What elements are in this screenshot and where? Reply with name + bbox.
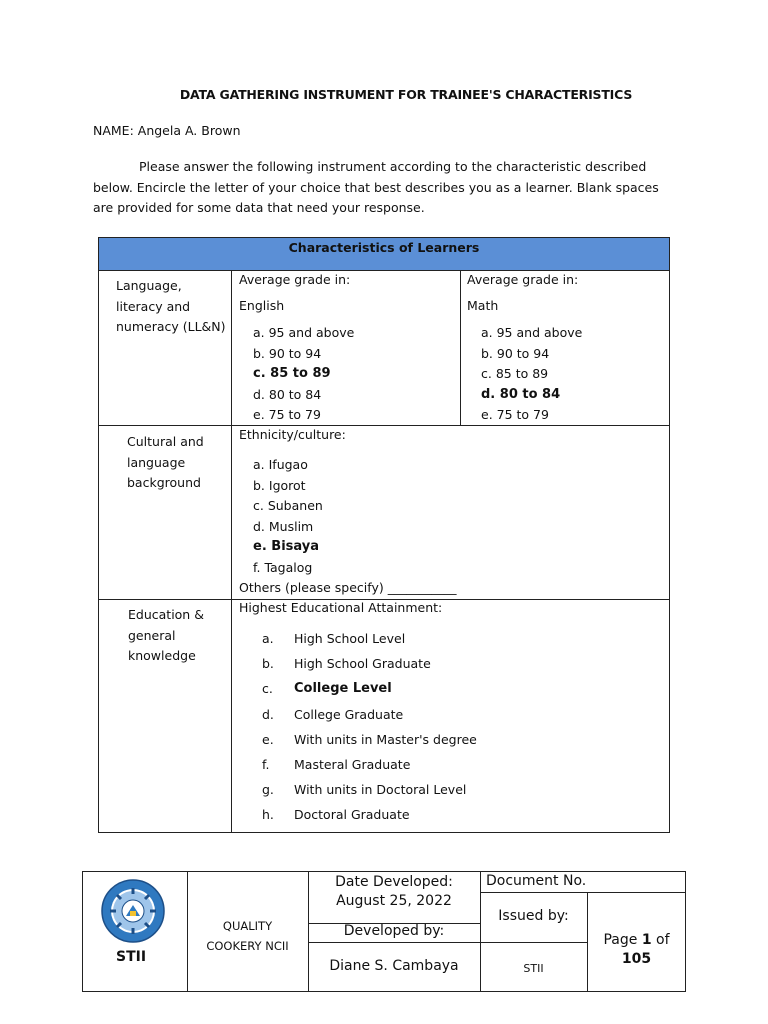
math-option-b[interactable]: b. 90 to 94 — [481, 345, 550, 361]
option-text: With units in Master's degree — [294, 732, 477, 747]
english-option-b[interactable]: b. 90 to 94 — [253, 345, 322, 361]
english-option-d[interactable]: d. 80 to 84 — [253, 386, 322, 402]
english-subject: English — [239, 297, 285, 313]
english-block — [239, 270, 350, 316]
culture-options — [253, 455, 323, 578]
lln-label — [116, 276, 226, 338]
option-letter: f. — [262, 757, 270, 772]
option-text: College Graduate — [294, 707, 404, 722]
culture-option-a[interactable]: a. Ifugao — [253, 457, 308, 472]
footer-org: STII — [116, 949, 147, 965]
option-text: Masteral Graduate — [294, 757, 411, 772]
culture-option-e-selected[interactable]: e. Bisaya — [253, 539, 320, 554]
culture-option-c[interactable]: c. Subanen — [253, 498, 323, 513]
footer-divider — [480, 892, 686, 893]
page-prefix: Page — [603, 932, 638, 948]
english-option-c-selected[interactable]: c. 85 to 89 — [253, 366, 331, 381]
footer-divider — [308, 942, 480, 943]
option-letter: h. — [262, 807, 274, 822]
program-line: QUALITY — [222, 919, 273, 933]
instructions — [93, 157, 668, 219]
footer-doc-no: Document No. — [486, 873, 587, 889]
footer-page-number — [587, 931, 686, 969]
lln-label-line: numeracy (LL&N) — [116, 319, 226, 334]
education-label-line: general — [128, 627, 176, 643]
culture-label — [127, 432, 204, 494]
math-heading: Average grade in: — [467, 272, 579, 287]
culture-option-d[interactable]: d. Muslim — [253, 518, 314, 534]
document-title: DATA GATHERING INSTRUMENT FOR TRAINEE'S CHARACTERISTICS — [179, 87, 633, 102]
math-subject: Math — [467, 297, 499, 313]
footer-developed-label: Developed by: — [343, 923, 445, 939]
date-value: August 25, 2022 — [336, 893, 452, 909]
divider-col2 — [460, 271, 461, 426]
math-option-d-selected[interactable]: d. 80 to 84 — [481, 386, 561, 402]
math-options — [481, 323, 582, 426]
culture-option-b[interactable]: b. Igorot — [253, 477, 306, 493]
math-option-c[interactable]: c. 85 to 89 — [481, 366, 549, 381]
option-text: With units in Doctoral Level — [294, 782, 467, 797]
date-label: Date Developed: — [335, 874, 453, 890]
culture-label-line: language — [127, 454, 186, 470]
culture-label-line: Cultural and — [127, 434, 204, 449]
math-option-a[interactable]: a. 95 and above — [481, 325, 583, 340]
english-options — [253, 323, 354, 426]
footer-developer: Diane S. Cambaya — [329, 958, 459, 974]
instructions-rest: below. Encircle the letter of your choice that best describes you as a learner. Blank spaces are provided for some data that need your response. — [93, 179, 659, 215]
math-block — [467, 270, 578, 316]
divider-col1 — [231, 271, 232, 833]
english-option-e[interactable]: e. 75 to 79 — [253, 407, 321, 422]
footer-divider — [480, 942, 587, 943]
education-label-line: knowledge — [128, 648, 196, 663]
education-options — [262, 631, 662, 831]
footer-program — [187, 916, 308, 956]
lln-label-line: Language, — [116, 278, 182, 293]
page-total: 105 — [621, 951, 652, 967]
option-text: High School Level — [294, 631, 406, 646]
culture-label-line: background — [127, 475, 201, 490]
english-option-a[interactable]: a. 95 and above — [253, 325, 355, 340]
option-letter: b. — [262, 656, 274, 671]
program-line: COOKERY NCII — [206, 939, 289, 953]
option-letter: e. — [262, 732, 274, 747]
option-text: College Level — [294, 681, 392, 696]
option-letter: g. — [262, 782, 274, 797]
page-current: 1 — [641, 932, 652, 948]
option-text: High School Graduate — [294, 656, 431, 671]
option-letter: d. — [262, 707, 274, 722]
footer-issuer: STII — [523, 962, 544, 975]
english-heading: Average grade in: — [239, 272, 351, 287]
culture-heading: Ethnicity/culture: — [239, 427, 346, 442]
math-option-e[interactable]: e. 75 to 79 — [481, 407, 549, 422]
culture-option-f[interactable]: f. Tagalog — [253, 559, 313, 575]
instructions-line-1: Please answer the following instrument according to the characteristic described — [139, 159, 647, 174]
footer-issued-label: Issued by: — [498, 908, 569, 924]
education-label — [128, 605, 204, 667]
culture-others[interactable]: Others (please specify) ___________ — [239, 580, 457, 595]
name-line: NAME: Angela A. Brown — [93, 123, 241, 138]
institute-seal-icon — [100, 878, 166, 944]
option-letter: a. — [262, 631, 274, 646]
lln-label-line: literacy and — [116, 298, 191, 314]
footer-date — [308, 873, 480, 911]
option-letter: c. — [262, 681, 273, 696]
divider-row1 — [98, 425, 670, 426]
page-of: of — [656, 932, 670, 948]
table-header: Characteristics of Learners — [98, 237, 670, 271]
education-label-line: Education & — [128, 607, 204, 622]
education-heading: Highest Educational Attainment: — [239, 600, 443, 615]
option-text: Doctoral Graduate — [294, 807, 410, 822]
